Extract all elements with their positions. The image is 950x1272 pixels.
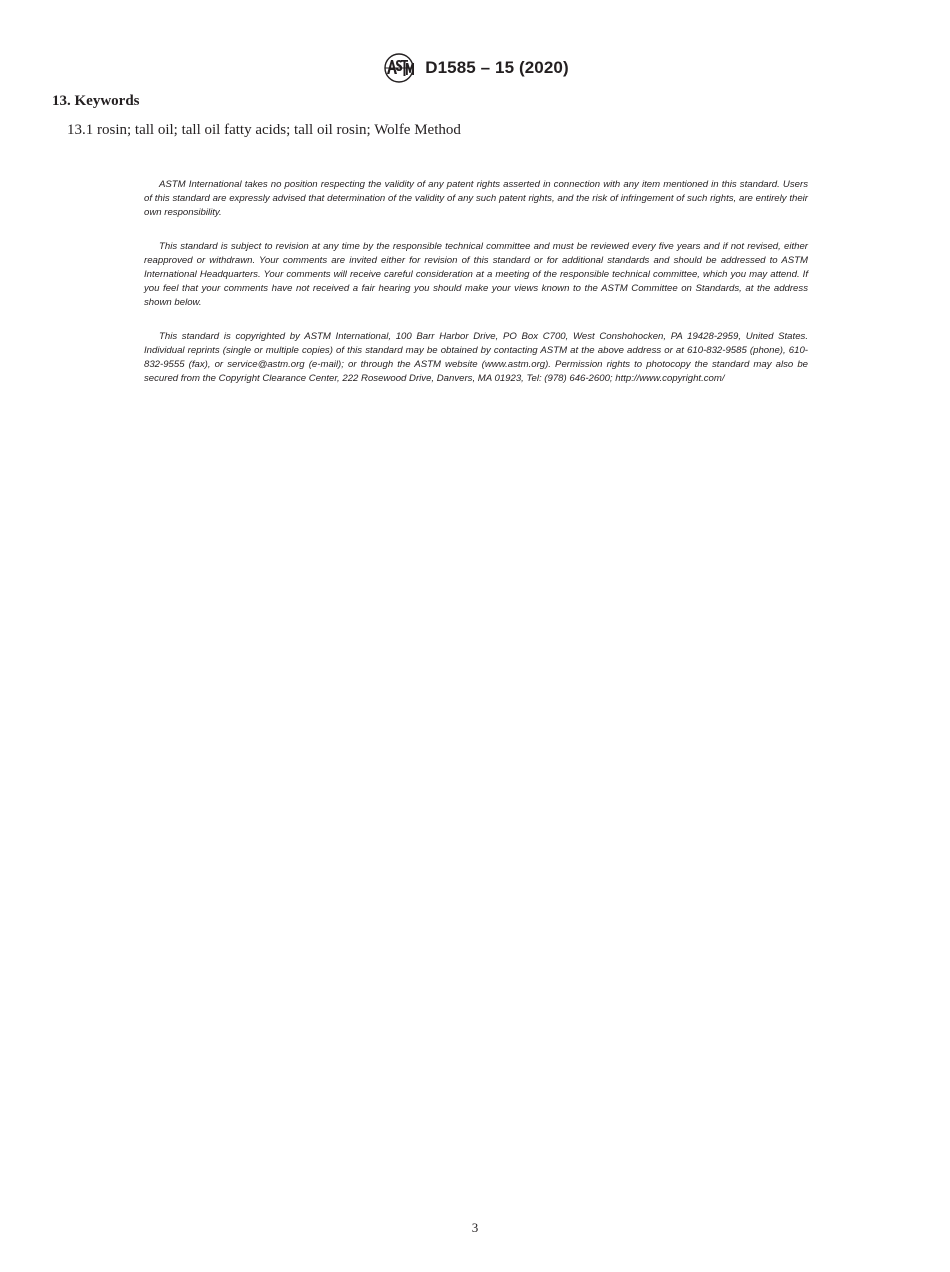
- page-number: 3: [471, 1220, 479, 1235]
- notices-block: [144, 178, 808, 407]
- standard-designation: D1585 – 15 (2020): [425, 58, 569, 77]
- page-header: [0, 50, 950, 86]
- astm-logo-icon: [381, 51, 417, 85]
- copyright-notice: This standard is copyrighted by ASTM International, 100 Barr Harbor Drive, PO Box C700, West Conshohocken, PA 19428-2959, United States. Individual reprints (single or multiple copies) of this standard may be obtained by contacting ASTM at the above address or at 610-832-9585 (phone), 610-832-9555 (fax), or service@astm.org (e-mail); or through the ASTM website (www.astm.org). Permission rights to photocopy the standard may also be secured from the Copyright Clearance Center, 222 Rosewood Drive, Danvers, MA 01923, Tel: (978) 646-2600; http://www.copyright.com/: [144, 331, 808, 384]
- patent-notice: ASTM International takes no position respecting the validity of any patent rights asserted in connection with any item mentioned in this standard. Users of this standard are expressly advised that determination of the validity of any such patent rights, and the risk of infringement of such rights, are entirely their own responsibility.: [144, 179, 808, 218]
- keywords-paragraph: 13.1 rosin; tall oil; tall oil fatty acids; tall oil rosin; Wolfe Method: [67, 122, 461, 138]
- section-heading: 13. Keywords: [52, 93, 140, 109]
- revision-notice: This standard is subject to revision at any time by the responsible technical committee and must be reviewed every five years and if not revised, either reapproved or withdrawn. Your comments are invited either for revision of this standard or for additional standards and should be addressed to ASTM International Headquarters. Your comments will receive careful consideration at a meeting of the responsible technical committee, which you may attend. If you feel that your comments have not received a fair hearing you should make your views known to the ASTM Committee on Standards, at the address shown below.: [144, 241, 808, 308]
